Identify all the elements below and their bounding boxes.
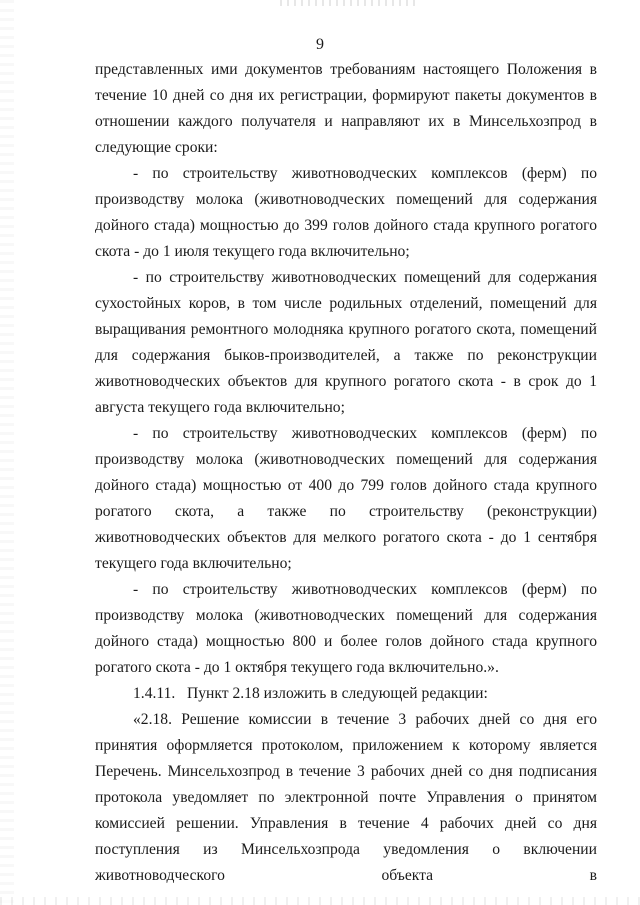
paragraph-item-1-4-11: 1.4.11. Пункт 2.18 изложить в следующей редакции:	[133, 685, 488, 702]
paragraph-deadline-july: - по строительству животноводческих комплексов (ферм) по производству молока (животноводческих помещений для содержания дойного стада) мощностью до 399 голов дойного стада крупного рогатого скота - до 1 июля текущего года включительно;	[95, 165, 597, 260]
paragraph-item-2-18: «2.18. Решение комиссии в течение 3 рабочих дней со дня его принятия оформляется протоколом, приложением к которому является Перечень. Минсельхозпрод в течение 3 рабочих дней со дня подписания протокола уведомляет по электронной почте Управления о принятом комиссией решении. Управления в течение 4 рабочих дней со дня поступления из Минсельхозпрода уведомления о включении животноводческого объекта в	[95, 711, 597, 884]
page-number: 9	[316, 36, 324, 53]
scan-edge-left	[0, 0, 14, 905]
paragraph-deadline-october: - по строительству животноводческих комплексов (ферм) по производству молока (животноводческих помещений для содержания дойного стада) мощностью 800 и более голов дойного стада крупного рогатого скота - до 1 октября текущего года включительно.».	[95, 581, 597, 676]
paragraph-continuation: представленных ими документов требованиям настоящего Положения в течение 10 дней со дня их регистрации, формируют пакеты документов в отношении каждого получателя и направляют их в Минсельхозпрод в следующие сроки:	[95, 61, 597, 156]
scan-edge-top	[280, 0, 420, 6]
paragraph-deadline-september: - по строительству животноводческих комплексов (ферм) по производству молока (животноводческих помещений для содержания дойного стада) мощностью от 400 до 799 голов дойного стада крупного рогатого скота, а также по строительству (реконструкции) животноводческих объектов для мелкого рогатого скота - до 1 сентября текущего года включительно;	[95, 425, 597, 572]
scan-edge-bottom	[0, 897, 640, 905]
document-body	[95, 57, 597, 889]
paragraph-deadline-august: - по строительству животноводческих помещений для содержания сухостойных коров, в том числе родильных отделений, помещений для выращивания ремонтного молодняка крупного рогатого скота, помещений для содержания быков-производителей, а также по реконструкции животноводческих объектов для крупного рогатого скота - в срок до 1 августа текущего года включительно;	[95, 269, 597, 416]
